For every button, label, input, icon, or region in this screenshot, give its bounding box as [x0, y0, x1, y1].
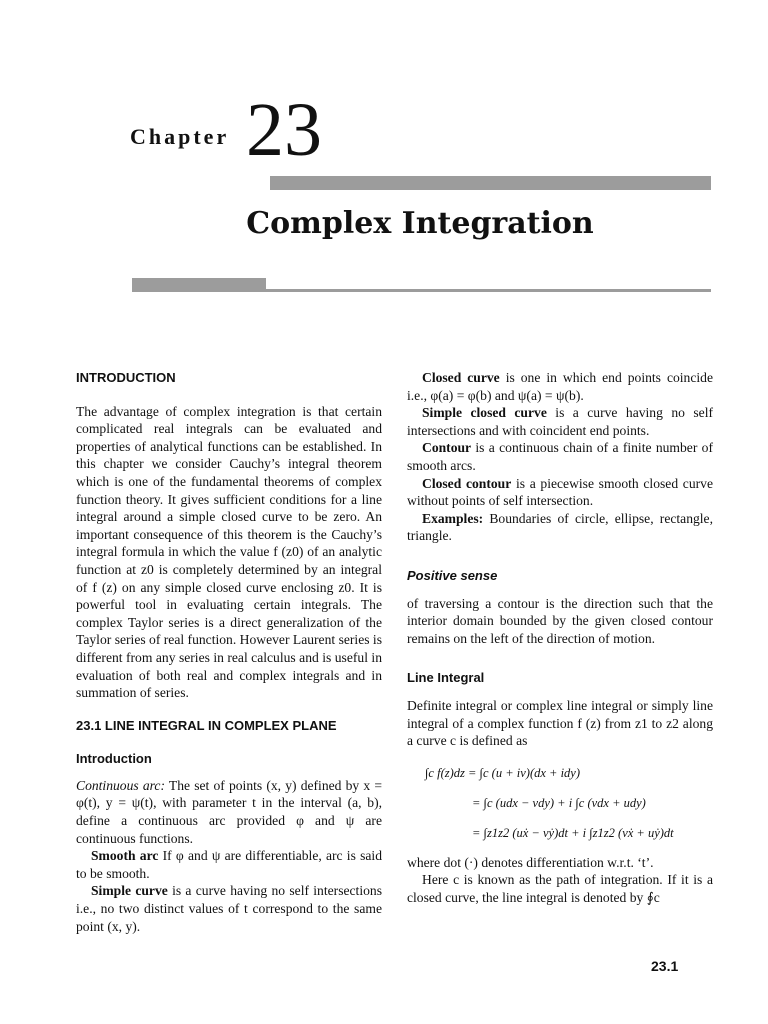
decorative-bar-bottom-thick	[132, 278, 266, 292]
contour-paragraph	[407, 439, 713, 474]
smooth-arc-term: Smooth arc	[91, 848, 159, 864]
closed-curve-paragraph	[407, 369, 713, 404]
continuous-arc-paragraph	[76, 777, 382, 847]
examples-term: Examples:	[422, 510, 484, 526]
examples-text: Boundaries of circle, ellipse, rectangle, triangle.	[407, 510, 713, 544]
introduction-paragraph: The advantage of complex integration is that certain complicated real integrals can be evaluated and properties of analytical functions can be established. In this chapter we consider Cauchy’s integral theorem which is one of the fundamental theorems of complex function theory. It gives sufficient conditions for a line integral around a simple closed curve to be zero. An important consequence of this theorem is the Cauchy’s integral formula in which the value f (z0) of an analytic function at z0 is completely determined by an integral of f (z) on any simple closed curve enclosing z0. It is powerful tool in evaluating certain integrals. The complex Taylor series is a direct generalization of the Taylor series of real function. However Laurent series is different from any series in real calculus and is useful in evaluation of both real and complex integrals and in summation of series.	[76, 403, 382, 701]
line-integral-heading: Line Integral	[407, 670, 485, 686]
simple-closed-curve-text: is a curve having no self intersections and with coincident end points.	[407, 405, 713, 438]
page-number: 23.1	[651, 958, 679, 974]
line-integral-equations	[425, 758, 713, 848]
equation-line-2: = ∫c (udx − vdy) + i ∫c (vdx + udy)	[472, 795, 646, 810]
equation-line-1: ∫c f(z)dz = ∫c (u + iv)(dx + idy)	[425, 765, 581, 780]
simple-curve-term: Simple curve	[91, 883, 168, 899]
subsection-heading: Introduction	[76, 751, 152, 767]
positive-sense-paragraph: of traversing a contour is the direction such that the interior domain bounded by the given closed contour remains on the left of the direction of motion.	[407, 595, 713, 646]
chapter-title: Complex Integration	[246, 206, 594, 241]
introduction-heading: INTRODUCTION	[76, 370, 176, 385]
examples-paragraph	[407, 510, 713, 545]
simple-closed-curve-paragraph	[407, 404, 713, 439]
closed-curve-text: is one in which end points coincide i.e., φ(a) = φ(b) and ψ(a) = ψ(b).	[407, 370, 713, 403]
simple-curve-paragraph	[76, 882, 382, 935]
closed-curve-term: Closed curve	[422, 370, 500, 385]
chapter-label: Chapter	[130, 124, 230, 149]
path-paragraph: Here c is known as the path of integration. If it is a closed curve, the line integral is denoted by ∮c	[407, 872, 713, 905]
simple-closed-curve-term: Simple closed curve	[422, 405, 547, 421]
closed-contour-paragraph	[407, 475, 713, 510]
chapter-number: 23	[246, 88, 322, 172]
decorative-bar-top	[270, 176, 711, 190]
smooth-arc-text: If φ and ψ are differentiable, arc is said to be smooth.	[76, 848, 383, 881]
left-column	[76, 369, 382, 935]
right-column	[407, 369, 713, 906]
contour-text: is a continuous chain of a finite number of smooth arcs.	[407, 440, 713, 473]
positive-sense-heading: Positive sense	[407, 567, 498, 583]
decorative-bar-bottom-thin	[266, 289, 711, 292]
section-heading: 23.1 LINE INTEGRAL IN COMPLEX PLANE	[76, 717, 337, 733]
where-paragraph: where dot (·) denotes differentiation w.r.t. ‘t’.	[407, 854, 654, 870]
line-integral-paragraph: Definite integral or complex line integral or simply line integral of a complex function f (z) from z1 to z2 along a curve c is defined as	[407, 697, 713, 749]
equation-line-3: = ∫z1z2 (uẋ − vẏ)dt + i ∫z1z2 (vẋ + uẏ)dt	[472, 825, 674, 840]
closed-contour-term: Closed contour	[422, 475, 512, 491]
continuous-arc-term: Continuous arc:	[76, 777, 165, 793]
continuous-arc-text: The set of points (x, y) defined by x = φ(t), y = ψ(t), with parameter t in the interval (a, b), define a continuous arc provided φ and ψ are continuous functions.	[76, 777, 382, 846]
simple-curve-text: is a curve having no self intersections i.e., no two distinct values of t correspond to the same point (x, y).	[76, 883, 382, 934]
contour-term: Contour	[422, 440, 472, 456]
smooth-arc-paragraph	[76, 847, 382, 882]
closed-contour-text: is a piecewise smooth closed curve without points of self intersection.	[407, 475, 713, 509]
